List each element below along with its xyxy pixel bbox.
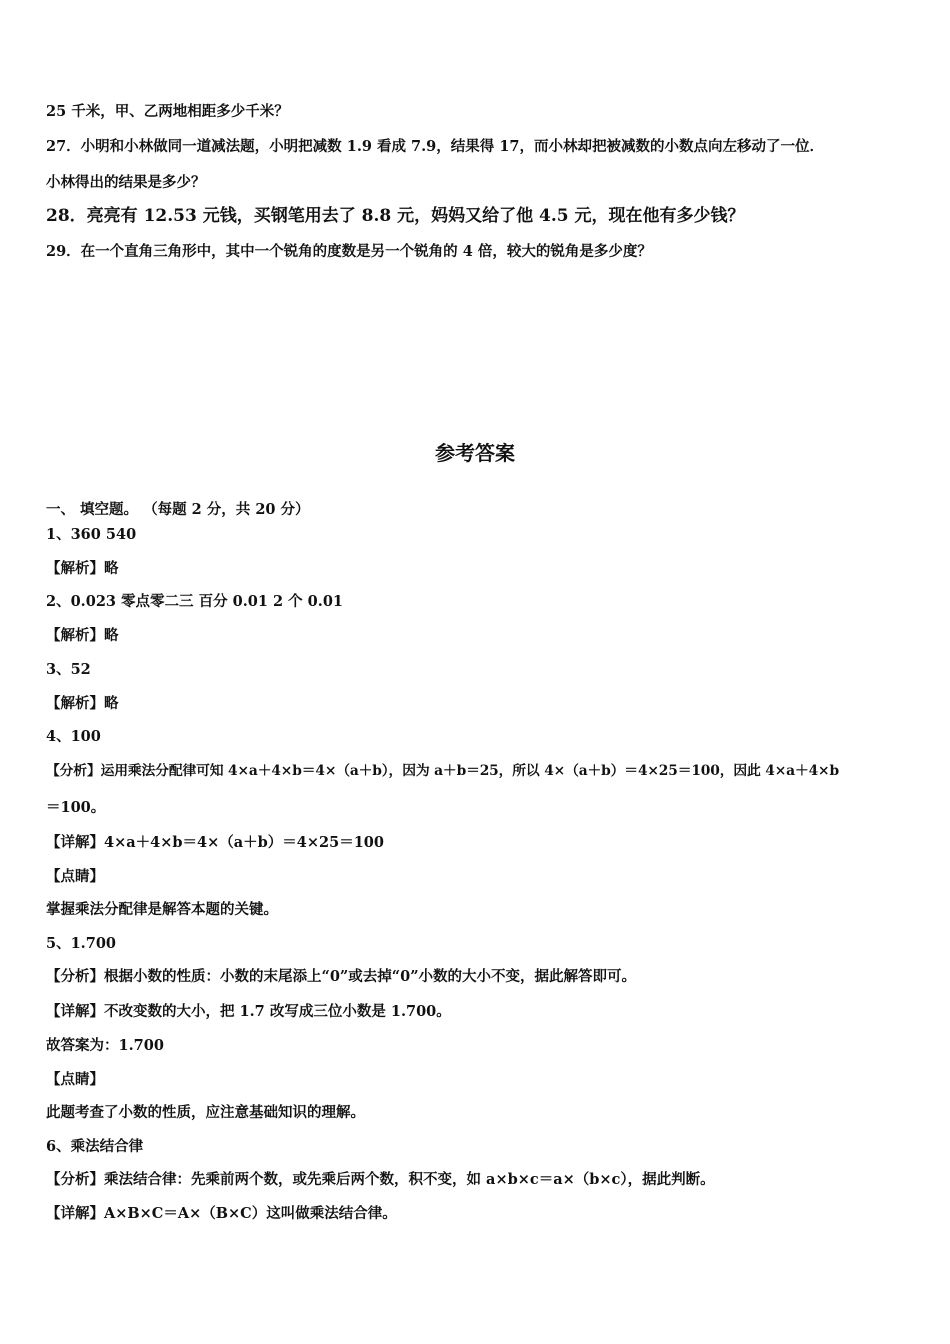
- answer-6-detail: 【详解】A×B×C＝A×（B×C）这叫做乘法结合律。: [46, 1205, 397, 1222]
- question-28: 28．亮亮有 12.53 元钱，买钢笔用去了 8.8 元，妈妈又给了他 4.5 元，现在他有多少钱？: [46, 206, 745, 226]
- answer-4: 4、100: [46, 728, 101, 745]
- answer-4-analysis-line2: ＝100。: [46, 799, 106, 816]
- answer-5-point-text: 此题考查了小数的性质，应注意基础知识的理解。: [46, 1104, 365, 1121]
- question-27-line2: 小林得出的结果是多少？: [46, 174, 206, 191]
- answer-5-detail: 【详解】不改变数的大小，把 1.7 改写成三位小数是 1.700。: [46, 1003, 451, 1020]
- answer-3: 3、52: [46, 661, 91, 678]
- answer-2: 2、0.023 零点零二三 百分 0.01 2 个 0.01: [46, 593, 344, 610]
- answer-4-analysis-line1: 【分析】运用乘法分配律可知 4×a＋4×b＝4×（a＋b），因为 a＋b＝25，所以 4×（a＋b）＝4×25＝100，因此 4×a＋4×b: [46, 763, 839, 779]
- section-1-heading: 一、 填空题。 （每题 2 分，共 20 分）: [46, 501, 310, 518]
- answer-1: 1、360 540: [46, 526, 137, 543]
- answer-5-point-label: 【点睛】: [46, 1071, 104, 1088]
- answer-5-final: 故答案为：1.700: [46, 1037, 164, 1054]
- answer-4-point-text: 掌握乘法分配律是解答本题的关键。: [46, 901, 278, 918]
- answer-4-point-label: 【点睛】: [46, 868, 104, 885]
- answer-5-analysis: 【分析】根据小数的性质：小数的末尾添上“0”或去掉“0”小数的大小不变，据此解答即可。: [46, 968, 637, 985]
- answer-3-analysis: 【解析】略: [46, 695, 119, 712]
- question-27-line1: 27．小明和小林做同一道减法题，小明把减数 1.9 看成 7.9，结果得 17，而小林却把被减数的小数点向左移动了一位．: [46, 138, 824, 155]
- answer-2-analysis: 【解析】略: [46, 627, 119, 644]
- question-26-tail: 25 千米，甲、乙两地相距多少千米？: [46, 103, 289, 120]
- answer-4-detail: 【详解】4×a＋4×b＝4×（a＋b）＝4×25＝100: [46, 834, 384, 851]
- answer-5: 5、1.700: [46, 935, 116, 952]
- answers-title: 参考答案: [435, 441, 515, 465]
- question-29: 29．在一个直角三角形中，其中一个锐角的度数是另一个锐角的 4 倍，较大的锐角是多少度？: [46, 243, 652, 260]
- answer-6: 6、乘法结合律: [46, 1138, 144, 1155]
- answer-6-analysis: 【分析】乘法结合律：先乘前两个数，或先乘后两个数，积不变，如 a×b×c＝a×（b×c），据此判断。: [46, 1171, 715, 1188]
- answer-1-analysis: 【解析】略: [46, 560, 119, 577]
